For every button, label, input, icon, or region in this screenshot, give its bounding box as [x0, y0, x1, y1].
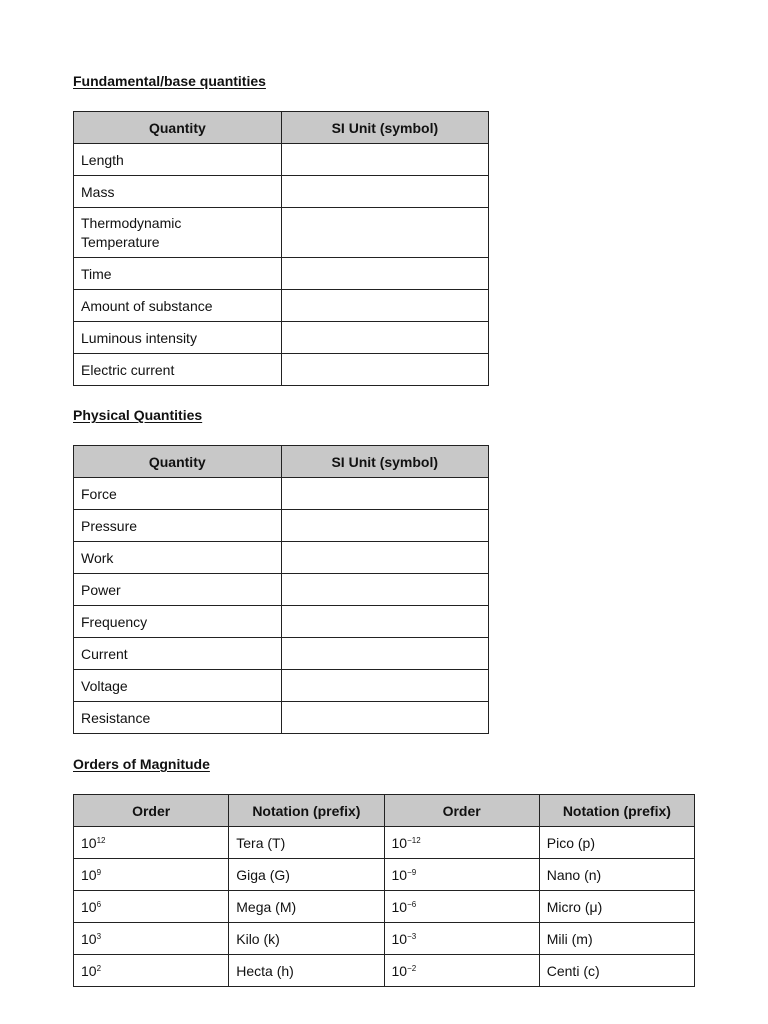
quantity-cell: Thermodynamic Temperature [74, 208, 282, 258]
quantity-cell: Power [74, 574, 282, 606]
power-base: 10 [81, 898, 97, 915]
prefix-cell: Mega (M) [229, 891, 384, 923]
unit-cell[interactable] [281, 354, 488, 386]
quantity-cell: Current [74, 638, 282, 670]
quantity-cell: Resistance [74, 702, 282, 734]
unit-cell[interactable] [281, 606, 488, 638]
table-row [74, 322, 489, 354]
physical-quantities-table [73, 445, 489, 734]
column-header-order: Order [384, 795, 539, 827]
quantity-cell: Force [74, 478, 282, 510]
prefix-cell: Tera (T) [229, 827, 384, 859]
quantity-cell: Electric current [74, 354, 282, 386]
table-row [74, 859, 695, 891]
column-header-quantity: Quantity [74, 446, 282, 478]
order-cell [74, 859, 229, 891]
unit-cell[interactable] [281, 208, 488, 258]
order-cell [384, 955, 539, 987]
order-cell [384, 859, 539, 891]
column-header-notation: Notation (prefix) [539, 795, 694, 827]
quantity-cell: Mass [74, 176, 282, 208]
power-base: 10 [391, 930, 408, 947]
table-row [74, 702, 489, 734]
table-row [74, 670, 489, 702]
order-cell [74, 955, 229, 987]
quantity-cell: Pressure [74, 510, 282, 542]
power-exponent: 2 [96, 963, 102, 973]
order-cell [74, 891, 229, 923]
unit-cell[interactable] [281, 290, 488, 322]
table-row [74, 290, 489, 322]
table-row [74, 144, 489, 176]
order-cell [74, 827, 229, 859]
prefix-cell: Hecta (h) [229, 955, 384, 987]
quantity-cell: Time [74, 258, 282, 290]
unit-cell[interactable] [281, 542, 488, 574]
unit-cell[interactable] [281, 638, 488, 670]
column-header-notation: Notation (prefix) [229, 795, 384, 827]
power-base: 10 [81, 866, 97, 883]
power-exponent: 3 [96, 931, 102, 941]
table-row [74, 510, 489, 542]
power-exponent: −6 [407, 899, 417, 909]
unit-cell[interactable] [281, 574, 488, 606]
quantity-cell: Length [74, 144, 282, 176]
prefix-cell: Kilo (k) [229, 923, 384, 955]
power-base: 10 [391, 866, 408, 883]
power-base: 10 [81, 834, 97, 851]
power-exponent: 12 [96, 835, 106, 845]
table-row [74, 606, 489, 638]
quantity-cell: Frequency [74, 606, 282, 638]
unit-cell[interactable] [281, 176, 488, 208]
power-exponent: −3 [407, 931, 417, 941]
order-cell [74, 923, 229, 955]
table-header-row [74, 112, 489, 144]
prefix-cell: Micro (μ) [539, 891, 694, 923]
power-base: 10 [81, 962, 97, 979]
power-exponent: −9 [407, 867, 417, 877]
quantity-cell: Work [74, 542, 282, 574]
table-row [74, 542, 489, 574]
power-exponent: 6 [96, 899, 102, 909]
table-row [74, 354, 489, 386]
base-quantities-table [73, 111, 489, 386]
table-row [74, 574, 489, 606]
power-base: 10 [391, 834, 408, 851]
unit-cell[interactable] [281, 478, 488, 510]
prefix-cell: Pico (p) [539, 827, 694, 859]
power-exponent: −2 [407, 963, 417, 973]
column-header-si-unit: SI Unit (symbol) [281, 446, 488, 478]
quantity-cell: Amount of substance [74, 290, 282, 322]
power-exponent: 9 [96, 867, 102, 877]
prefix-cell: Giga (G) [229, 859, 384, 891]
table-row [74, 955, 695, 987]
table-row [74, 176, 489, 208]
power-exponent: −12 [407, 835, 421, 845]
table-header-row [74, 446, 489, 478]
order-cell [384, 923, 539, 955]
quantity-cell: Voltage [74, 670, 282, 702]
unit-cell[interactable] [281, 510, 488, 542]
table-row [74, 208, 489, 258]
order-cell [384, 827, 539, 859]
orders-of-magnitude-heading: Orders of Magnitude [73, 756, 210, 772]
prefix-cell: Centi (c) [539, 955, 694, 987]
unit-cell[interactable] [281, 258, 488, 290]
unit-cell[interactable] [281, 702, 488, 734]
unit-cell[interactable] [281, 670, 488, 702]
table-row [74, 923, 695, 955]
unit-cell[interactable] [281, 144, 488, 176]
table-row [74, 258, 489, 290]
column-header-order: Order [74, 795, 229, 827]
prefix-cell: Nano (n) [539, 859, 694, 891]
column-header-quantity: Quantity [74, 112, 282, 144]
column-header-si-unit: SI Unit (symbol) [281, 112, 488, 144]
table-row [74, 827, 695, 859]
table-row [74, 891, 695, 923]
power-base: 10 [391, 898, 408, 915]
table-header-row [74, 795, 695, 827]
power-base: 10 [391, 962, 408, 979]
quantity-cell: Luminous intensity [74, 322, 282, 354]
physical-quantities-heading: Physical Quantities [73, 407, 203, 423]
table-row [74, 478, 489, 510]
table-row [74, 638, 489, 670]
base-quantities-heading: Fundamental/base quantities [73, 73, 266, 89]
unit-cell[interactable] [281, 322, 488, 354]
power-base: 10 [81, 930, 97, 947]
order-cell [384, 891, 539, 923]
orders-of-magnitude-table [73, 794, 695, 987]
prefix-cell: Mili (m) [539, 923, 694, 955]
